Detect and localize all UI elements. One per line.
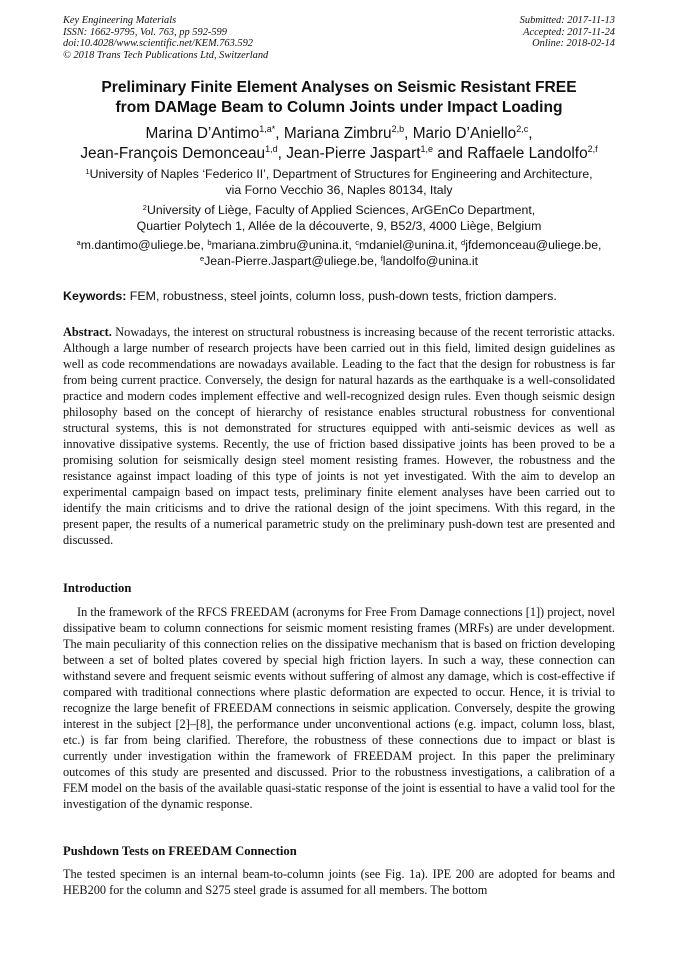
journal-issn: ISSN: 1662-9795, Vol. 763, pp 592-599: [63, 26, 227, 38]
author-separator: ,: [404, 125, 413, 142]
email-separator: ,: [454, 238, 462, 252]
affiliation-1: [63, 167, 615, 198]
author-separator: ,: [528, 125, 533, 142]
email-line-1: [63, 238, 615, 254]
email-sup: d: [461, 238, 466, 247]
section-heading-introduction: Introduction: [63, 581, 132, 595]
copyright-line: © 2018 Trans Tech Publications Ltd, Switzerland: [63, 49, 269, 61]
journal-name: Key Engineering Materials: [63, 15, 177, 26]
affiliation-number: 1: [85, 167, 90, 176]
affiliation-2: [63, 203, 615, 234]
email-sup: e: [199, 253, 205, 263]
title-line-2: from DAMage Beam to Column Joints under Impact Loading: [115, 99, 563, 116]
author-name: Jean-Pierre Jaspart: [286, 144, 421, 162]
author-list: [50, 124, 628, 163]
submitted-date: Submitted: 2017-11-13: [519, 15, 615, 26]
author-affiliation-sup: 2,b: [391, 124, 405, 134]
keywords: [63, 289, 623, 304]
email-separator: ,: [200, 238, 208, 252]
author-separator: ,: [277, 144, 287, 162]
email-list: [63, 238, 615, 269]
online-date: Online: 2018-02-14: [532, 38, 615, 50]
email-sup: f: [380, 253, 383, 263]
author-line-1: [50, 124, 628, 144]
journal-header: [63, 15, 268, 61]
author-affiliation-sup: 1,a*: [259, 124, 276, 134]
email-address: mariana.zimbru@unina.it: [211, 238, 349, 252]
email-separator: ,: [348, 238, 356, 252]
email-address: Jean-Pierre.Jaspart@uliege.be: [204, 253, 374, 268]
email-line-2: [63, 254, 615, 270]
author-name: Mario D’Aniello: [412, 125, 517, 142]
author-separator: ,: [275, 125, 284, 142]
affiliation-1-line-1: [63, 167, 615, 183]
abstract-text: Nowadays, the interest on structural robustness is increasing because of the recent terroristic attacks. Although a large number of research projects have been carried out in this field, limited design guidelines as well as code recommendations are nowadays available. Leading to the fact that the design for robustness is far from being current practice. Conversely, the design for natural hazards as the earthquake is a well-consolidated practice and modern codes implement effective and well-recognized design rules. Even though seismic design philosophy based on the concept of hierarchy of resistance enables structural robustness for conventional structural systems, this is not demonstrated for structures equipped with anti-seismic devices as well as innovative dissipative systems. Recently, the use of friction based dissipative joints has been proved to be a promising solution for seismically design steel moment resisting frames. However, the robustness and the resistance against impact loading of this type of joints is not yet investigated. With the aim to develop an experimental campaign based on impact tests, preliminary finite element analyses have been carried out to identify the main criticisms and to drive the rational design of the joint specimens. With this regard, in the present paper, the results of a numerical parametric study on the preliminary push-down test are presented and discussed.: [63, 325, 615, 547]
author-affiliation-sup: 1,e: [420, 143, 434, 154]
author-separator: and: [433, 144, 468, 162]
author-name: Raffaele Landolfo: [467, 144, 588, 162]
affiliation-number: 2: [142, 203, 147, 212]
abstract: [63, 324, 615, 548]
email-sup: c: [355, 238, 359, 247]
email-sup: b: [207, 238, 212, 247]
introduction-paragraph: In the framework of the RFCS FREEDAM (acronyms for Free From Damage connections [1]) project, novel dissipative beam to column connections for seismic moment resisting frames (MRFs) are under development. The main peculiarity of this connection relies on the dissipative mechanism that is based on friction developing between a set of bolted plates covered by special high friction layers. In such a way, these connection can withstand severe and frequent seismic events without suffering of almost any damage, which is cost-effective if compared with traditional connections where plastic deformation are expected to occur. Hence, it is trivial to recognize the large benefit of FREEDAM connections in seismic application. Conversely, despite the growing interest in the subject [2]–[8], the performance under unconventional actions (e.g. impact, column loss, blast, etc.) is far from being clarified. Therefore, the robustness of these connections due to impact or blast is currently under investigation within the framework of FREEDAM project. In this paper the preliminary outcomes of this study are presented and discussed. Prior to the robustness investigations, a calibration of a FEM model on the basis of the available quasi-static response of the joint is essential to have a valid tool for the investigation of the dynamic response.: [63, 605, 615, 811]
keywords-label: Keywords:: [63, 289, 127, 303]
author-name: Jean-François Demonceau: [80, 144, 266, 162]
author-affiliation-sup: 2,f: [587, 143, 598, 154]
email-sup: a: [76, 238, 81, 247]
author-name: Mariana Zimbru: [283, 125, 392, 142]
author-name: Marina D’Antimo: [145, 125, 260, 142]
affiliation-2-line-1: [63, 203, 615, 219]
pushdown-paragraph: The tested specimen is an internal beam-to-column joints (see Fig. 1a). IPE 200 are adopted for beams and HEB200 for the column and S275 steel grade is assumed for all members. The bottom: [63, 867, 615, 897]
email-address: m.dantimo@uliege.be: [80, 238, 201, 252]
email-separator: ,: [373, 253, 381, 268]
email-address: mdaniel@unina.it: [359, 238, 455, 252]
affiliation-text: University of Liège, Faculty of Applied Sciences, ArGEnCo Department,: [146, 203, 536, 217]
accepted-date: Accepted: 2017-11-24: [523, 26, 615, 38]
email-address: landolfo@unina.it: [382, 253, 479, 268]
paper-title: [63, 78, 615, 118]
journal-doi: doi:10.4028/www.scientific.net/KEM.763.592: [63, 38, 253, 50]
title-line-1: Preliminary Finite Element Analyses on Seismic Resistant FREE: [101, 79, 577, 96]
author-line-2: [50, 144, 628, 164]
section-heading-pushdown: Pushdown Tests on FREEDAM Connection: [63, 844, 297, 858]
email-address: jfdemonceau@uliege.be,: [465, 238, 602, 252]
keywords-text: FEM, robustness, steel joints, column loss, push-down tests, friction dampers.: [126, 289, 557, 303]
abstract-label: Abstract.: [63, 325, 112, 339]
author-affiliation-sup: 1,d: [265, 143, 278, 154]
affiliation-text: University of Naples ‘Federico II’, Department of Structures for Engineering and Architecture,: [89, 167, 593, 181]
dates-header: [520, 15, 615, 50]
author-affiliation-sup: 2,c: [516, 124, 529, 134]
affiliation-2-line-2: Quartier Polytech 1, Allée de la découverte, 9, B52/3, 4000 Liège, Belgium: [136, 218, 542, 233]
affiliation-1-line-2: via Forno Vecchio 36, Naples 80134, Italy: [225, 182, 453, 197]
